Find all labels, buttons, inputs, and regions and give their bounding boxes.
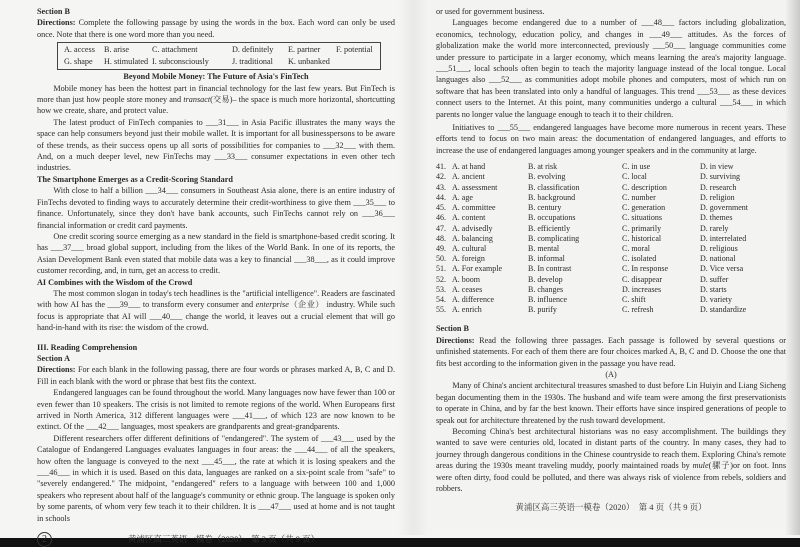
paragraph: Different researchers offer different definitions of "endangered". The system of ___43___ used by the Catalogue of Endangered Languages evaluates languages in four areas: the ___44___ of all the speakers, how often the language is conveyed to the next ___45___, the rate at which it is losing speakers and the ___46___ in which it is used. Based on this data, languages are ranked on a six-point scale from "safe" to "severely endangered." The midpoint, "endangered" refers to a language with between 100 and 1,000 speakers who represent about half of the language's community or ethnic group. The language is spoken only by some parents, of whom very few teach it to their children. It is ___47___ used at home and is not taught in schools	[37, 433, 395, 523]
option-row	[436, 295, 786, 305]
option-choice: D. national	[700, 254, 736, 264]
paragraph: Many of China's ancient architectural treasures smashed to dust before Lin Huiyin and Liang Sicheng began documenting them in the 1930s. The husband and wife team were among the first preservationists to operate in China, and by far the best known. Their efforts have since inspired generations of people to speak out for architecture threatened by the rush toward development.	[436, 381, 786, 425]
right-column	[436, 6, 786, 514]
option-choice: C. disappear	[622, 274, 662, 284]
directions-text: Read the following three passages. Each passage is followed by several questions or unfinished statements. For each of them there are four choices marked A, B, C and D. Choose the one that fits best according to the information given in the passage you have read.	[436, 335, 786, 368]
option-choice: A. enrich	[452, 305, 482, 315]
option-choice: D. in view	[700, 162, 734, 172]
right-footer-row	[436, 502, 786, 513]
paragraph: Languages become endangered due to a number of ___48___ factors including globalization, economics, technology, education policy, and changes in ___49___ attitudes. As the forces of globalization make the world more interconnected, previously ___50___ language communities come under pressure to participate in a larger economy, which means learning the area's majority language. ___51___, local schools often begin to teach the majority language instead of the local tongue. Local languages also ___52___ as communities adopt mobile phones and computers, most of which run on software that has been translated into only a handful of languages. This trend ___53___ as these devices connect users to the Internet. At this point, many communities undergo a cultural ___54___ in which parents no longer value the language enough to teach it to their children.	[436, 18, 786, 119]
text: industry. While such focus is appropriate that AI will ___40___ change the world, it leaves out a crucial element that will go hand-in-hand with its rise: the wisdom of the crowd.	[37, 300, 395, 333]
gloss: (交易)	[210, 95, 233, 105]
answer-options	[436, 162, 786, 315]
spacer	[436, 315, 786, 323]
option-choice: C. isolated	[622, 254, 657, 264]
text: or on foot. Inns were often dirty, food could be polluted, and there was always risk of violence from rebels, soldiers and robbers.	[436, 461, 787, 494]
option-choice: B. century	[528, 203, 562, 213]
option-choice: A. ancient	[452, 172, 485, 182]
subheading: The Smartphone Emerges as a Credit-Scoring Standard	[37, 174, 233, 184]
option-choice: B. occupations	[528, 213, 576, 223]
text: The most common slogan in today's tech headlines is the "artificial intelligence". Readers are fascinated with how AI has the ___39___ to transform every consumer and	[37, 288, 395, 310]
option-choice: D. surviving	[700, 172, 740, 182]
left-column	[37, 6, 395, 547]
word-option: G. shape	[64, 57, 93, 67]
text: – the space is much more horizontal, shortcutting how we create, share, and protect value.	[37, 95, 395, 116]
option-choice: C. description	[622, 182, 667, 192]
paragraph: The latest product of FinTech companies to ___31___ in Asia Pacific illustrates the many ways the space can help consumers beyond just their mobile wallet. It is important for all businesspersons to be aware of these trends, as their success opens up all sorts of possibilities for companies to ___32___ with them. And, on a much deeper level, new FinTechs may ___33___ consumer expectations in even other tech industries.	[37, 117, 395, 173]
option-choice: B. influence	[528, 294, 568, 304]
option-row	[436, 193, 786, 203]
directions	[436, 335, 786, 369]
option-choice: C. shift	[622, 294, 646, 304]
option-choice: D. religion	[700, 192, 735, 202]
option-choice: D. rarely	[700, 223, 729, 233]
option-choice: D. interrelated	[700, 233, 747, 243]
italic-term: transact	[183, 95, 211, 105]
option-choice: D. research	[700, 182, 737, 192]
option-row	[436, 224, 786, 234]
option-choice: B. purify	[528, 305, 557, 315]
option-row	[436, 213, 786, 223]
question-number: 45.	[436, 203, 446, 213]
subheading: AI Combines with the Wisdom of the Crowd	[37, 277, 193, 287]
gloss: (骡子)	[708, 461, 733, 471]
option-choice: A. balancing	[452, 233, 493, 243]
option-choice: B. In contrast	[528, 264, 572, 274]
option-row	[436, 254, 786, 264]
word-option: C. attachment	[152, 45, 198, 55]
word-option: E. partner	[288, 45, 321, 55]
question-number: 49.	[436, 243, 446, 253]
question-number: 47.	[436, 223, 446, 233]
option-row	[436, 183, 786, 193]
option-choice: C. generation	[622, 203, 666, 213]
option-row	[436, 234, 786, 244]
left-footer: 黄浦区高三英语一模卷（2020） 第 3 页（共 9 页）	[127, 533, 320, 544]
option-choice: D. standardize	[700, 305, 747, 315]
option-choice: A. assessment	[452, 182, 498, 192]
option-row	[436, 275, 786, 285]
paragraph	[436, 426, 786, 494]
option-choice: A. committee	[452, 203, 496, 213]
option-choice: D. themes	[700, 213, 733, 223]
directions	[37, 17, 395, 40]
section-b-heading: Section B	[436, 324, 469, 334]
paragraph: One credit scoring source emerging as a new standard in the field is smartphone-based credit scoring. It has ___37___ broad global support, including from the likes of the World Bank. In one of its reports, the Asian Development Bank even stated that mobile data was a key to financial ___38___, as it could improve customer recording, and, in turn, get an access to credit.	[37, 231, 395, 276]
option-choice: B. complicating	[528, 233, 580, 243]
word-option: H. stimulated	[104, 57, 149, 67]
directions-text: Complete the following passage by using the words in the box. Each word can only be used once. Note that there is one word more than you need.	[37, 18, 395, 39]
option-choice: C. In response	[622, 264, 668, 274]
italic-term: enterprise	[255, 300, 289, 310]
directions-label: Directions:	[436, 335, 475, 345]
question-number: 50.	[436, 254, 446, 264]
option-choice: A. ceases	[452, 284, 483, 294]
page-edge	[786, 0, 800, 535]
question-number: 51.	[436, 264, 446, 274]
passage-label: (A)	[605, 369, 617, 379]
option-choice: C. refresh	[622, 305, 654, 315]
option-choice: C. moral	[622, 243, 650, 253]
word-box-row	[64, 44, 374, 56]
option-choice: D. government	[700, 203, 748, 213]
italic-term: mule	[692, 461, 709, 471]
option-choice: C. primarily	[622, 223, 662, 233]
option-row	[436, 172, 786, 182]
option-choice: B. efficiently	[528, 223, 571, 233]
option-row	[436, 264, 786, 274]
spacer	[37, 334, 395, 342]
right-footer: 黄浦区高三英语一模卷（2020） 第 4 页（共 9 页）	[515, 502, 707, 513]
word-option: B. arise	[104, 45, 130, 55]
paragraph: With close to half a billion ___34___ consumers in Southeast Asia alone, there is an entire industry of FinTechs devoted to finding ways to accurately determine their credit-worthiness to give them ___35___ to finance. Unfortunately, since they don't have bank accounts, such FinTechs cannot rely on ___36___ financial information or credit card payments.	[37, 186, 395, 230]
option-choice: A. cultural	[452, 243, 487, 253]
book-gutter	[398, 0, 428, 535]
option-choice: A. age	[452, 192, 473, 202]
option-choice: D. variety	[700, 294, 732, 304]
option-choice: B. classification	[528, 182, 580, 192]
question-number: 41.	[436, 162, 446, 172]
option-choice: A. advisedly	[452, 223, 493, 233]
word-box-row	[64, 56, 374, 68]
option-choice: C. in use	[622, 162, 651, 172]
question-number: 52.	[436, 274, 446, 284]
option-row	[436, 305, 786, 315]
option-choice: B. develop	[528, 274, 563, 284]
directions	[37, 364, 395, 387]
section-a-heading: Section A	[37, 353, 70, 363]
option-choice: C. historical	[622, 233, 662, 243]
option-choice: D. suffer	[700, 274, 729, 284]
option-choice: B. evolving	[528, 172, 566, 182]
directions-text: For each blank in the following passag, there are four words or phrases marked A, B, C and D. Fill in each blank with the word or phrase that best fits the context.	[37, 365, 395, 386]
option-choice: B. informal	[528, 254, 565, 264]
option-choice: D. Vice versa	[700, 264, 744, 274]
option-choice: A. at hand	[452, 162, 486, 172]
word-option: A. access	[64, 45, 95, 55]
option-choice: A. difference	[452, 294, 495, 304]
question-number: 54.	[436, 294, 446, 304]
gloss: （企业）	[288, 300, 325, 310]
text: Mobile money has been the hottest part in financial technology for the last few years. But FinTech is more than just how people store money and	[37, 83, 395, 105]
paragraph: Initiatives to ___55___ endangered languages have become more numerous in recent years. These efforts tend to focus on two main areas: the documentation of endangered languages, and efforts to increase the use of endangered languages among younger speakers and in the community at large.	[436, 123, 786, 155]
text: Becoming China's best architectural historians was no easy accomplishment. The buildings they wanted to save were centuries old, located in distant parts of the country. In many cases, they had to journey through dangerous conditions in the Chinese countryside to reach them. Exploring China's remote areas during the 1930s meant traveling muddy, poorly maintained roads by	[436, 426, 786, 471]
option-choice: A. For example	[452, 264, 502, 274]
left-footer-row	[37, 532, 395, 547]
option-choice: B. at risk	[528, 162, 558, 172]
option-choice: A. content	[452, 213, 486, 223]
question-number: 55.	[436, 305, 446, 315]
option-choice: A. foreign	[452, 254, 485, 264]
paragraph: Endangered languages can be found throughout the world. Many languages now have fewer than 100 or even fewer than 10 speakers. The crisis is not limited to remote regions of the world. When Europeans first arrived in North America, 312 different languages were ___41___, of which 123 are now known to be extinct. Of the ___42___ languages, most speakers are grandparents and great-grandparents.	[37, 388, 395, 432]
question-number: 42.	[436, 172, 446, 182]
passage-title: Beyond Mobile Money: The Future of Asia's FinTech	[123, 72, 309, 82]
word-option: K. unbanked	[288, 57, 330, 67]
option-row	[436, 162, 786, 172]
directions-label: Directions:	[37, 18, 76, 28]
option-choice: C. local	[622, 172, 647, 182]
page-number-circle: 2	[37, 532, 52, 547]
option-row	[436, 203, 786, 213]
word-option: I. subconsciously	[152, 57, 209, 67]
option-choice: C. situations	[622, 213, 663, 223]
directions-label: Directions:	[37, 365, 76, 375]
question-number: 48.	[436, 233, 446, 243]
question-number: 46.	[436, 213, 446, 223]
word-option: F. potential	[336, 45, 373, 55]
word-option: D. definitely	[232, 45, 274, 55]
option-choice: D. increases	[622, 284, 662, 294]
question-number: 53.	[436, 284, 446, 294]
word-option: J. traditional	[232, 57, 273, 67]
option-choice: B. changes	[528, 284, 564, 294]
option-choice: A. boom	[452, 274, 480, 284]
option-choice: D. starts	[700, 284, 727, 294]
option-row	[436, 244, 786, 254]
question-number: 43.	[436, 182, 446, 192]
section-b-heading: Section B	[37, 7, 70, 16]
paragraph	[37, 83, 395, 117]
paragraph	[37, 288, 395, 334]
option-choice: D. religious	[700, 243, 738, 253]
question-number: 44.	[436, 192, 446, 202]
part-heading: III. Reading Comprehension	[37, 342, 138, 352]
option-choice: C. number	[622, 192, 656, 202]
option-choice: B. background	[528, 192, 576, 202]
option-row	[436, 285, 786, 295]
paragraph: or used for government business.	[436, 7, 545, 16]
word-box	[57, 42, 381, 70]
option-choice: B. mental	[528, 243, 560, 253]
